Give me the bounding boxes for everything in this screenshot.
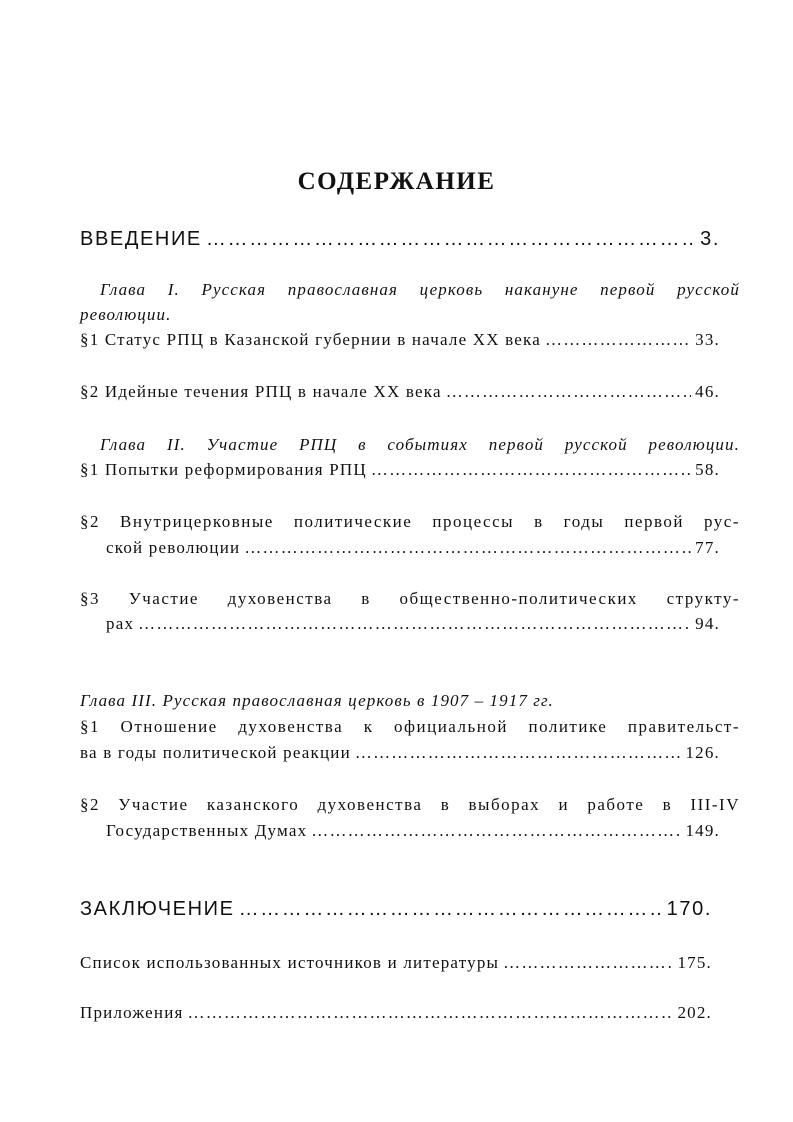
toc-entry-ch2-s2 [106, 538, 720, 558]
toc-label: Список использованных источников и литературы [80, 953, 500, 972]
dot-leader [188, 1003, 674, 1023]
toc-page-number: 149. [685, 821, 720, 840]
toc-entry-sources [80, 953, 712, 973]
toc-page-number: 202. [677, 1003, 712, 1022]
toc-entry-introduction [80, 228, 720, 251]
toc-label: ВВЕДЕНИЕ [80, 228, 202, 250]
chapter-title-line: революции. [80, 305, 172, 324]
toc-entry-ch1-s1 [80, 330, 720, 350]
toc-page-number: 175. [677, 953, 712, 972]
toc-label: ЗАКЛЮЧЕНИЕ [80, 898, 235, 920]
dot-leader [503, 953, 673, 973]
dot-leader [371, 460, 691, 480]
toc-entry-ch2-s3-line1: §3 Участие духовенства в общественно-политических структу- [80, 589, 740, 608]
toc-entry-ch3-s2-line1: §2 Участие казанского духовенства в выборах и работе в III-IV [80, 795, 740, 814]
chapter-title-line: Глава III. Русская православная церковь в 1907 – 1917 гг. [80, 691, 554, 710]
toc-entry-ch2-s1 [80, 460, 720, 480]
toc-label: §2 Идейные течения РПЦ в начале ХХ века [80, 382, 442, 401]
dot-leader [311, 821, 681, 841]
toc-label: Государственных Думах [106, 821, 308, 840]
toc-entry-ch1-s2 [80, 382, 720, 402]
toc-page-number: 77. [695, 538, 720, 557]
chapter-1-heading [80, 277, 740, 327]
toc-entry-conclusion [80, 898, 712, 921]
toc-label: ва в годы политической реакции [80, 743, 351, 762]
toc-label: §1 Попытки реформирования РПЦ [80, 460, 367, 479]
toc-entry-ch3-s2 [106, 821, 720, 841]
toc-label: Приложения [80, 1003, 184, 1022]
toc-entry-appendix [80, 1003, 712, 1023]
toc-page-number: 58. [695, 460, 720, 479]
chapter-2-heading [80, 432, 740, 457]
dot-leader [446, 382, 691, 402]
toc-entry-ch2-s3 [106, 614, 720, 634]
dot-leader [545, 330, 691, 350]
toc-entry-ch2-s2-line1: §2 Внутрицерковные политические процессы в годы первой рус- [80, 512, 740, 531]
chapter-title-line: Глава II. Участие РПЦ в событиях первой русской революции. [100, 435, 740, 454]
dot-leader [206, 228, 696, 251]
toc-label: рах [106, 614, 135, 633]
toc-label: §1 Статус РПЦ в Казанской губернии в начале ХХ века [80, 330, 541, 349]
dot-leader [355, 743, 682, 763]
chapter-title-line: Глава I. Русская православная церковь накануне первой русской [100, 280, 740, 299]
page-title: СОДЕРЖАНИЕ [297, 168, 496, 195]
dot-leader [138, 614, 691, 634]
dot-leader [239, 898, 663, 921]
toc-page-number: 3. [700, 228, 720, 250]
toc-page-number: 94. [695, 614, 720, 633]
toc-page-number: 33. [695, 330, 720, 349]
toc-page-number: 46. [695, 382, 720, 401]
toc-page-number: 170. [666, 898, 712, 920]
toc-label: ской революции [106, 538, 241, 557]
chapter-3-heading [80, 688, 740, 713]
toc-entry-ch3-s1 [80, 743, 720, 763]
dot-leader [244, 538, 691, 558]
toc-entry-ch3-s1-line1: §1 Отношение духовенства к официальной политике правительст- [80, 717, 740, 736]
toc-page-number: 126. [685, 743, 720, 762]
